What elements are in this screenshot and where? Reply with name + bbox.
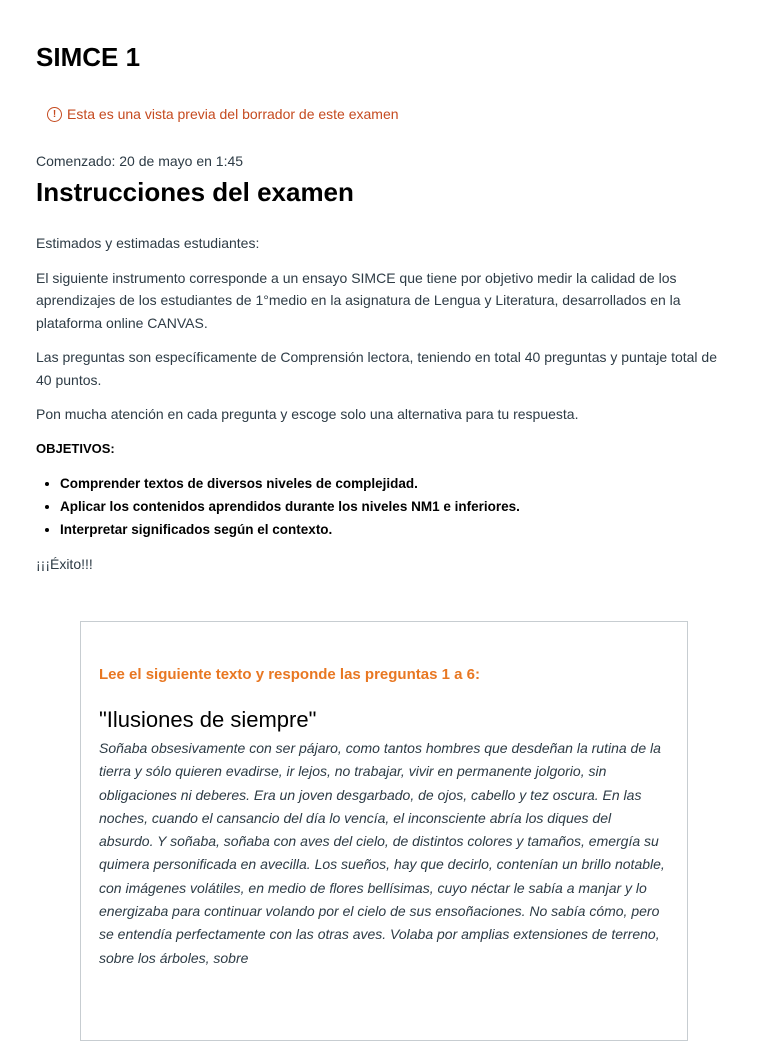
instructions-paragraph: Pon mucha atención en cada pregunta y escoge solo una alternativa para tu respuesta. (36, 406, 579, 422)
passage-text: Soñaba obsesivamente con ser pájaro, como tantos hombres que desdeñan la rutina de la tierra y sólo quieren evadirse, ir lejos, no trabajar, vivir en permanente jolgorio, sin obligaciones ni deberes. Era un joven desgarbado, de ojos, cabello y tez oscura. En las noches, cuando el cansancio del día lo vencía, el inconsciente abría los diques del absurdo. Y soñaba, soñaba con aves del cielo, de distintos colores y tamaños, emergía su quimera personificada en avecilla. Los sueños, hay que decirlo, contenían un brillo notable, con imágenes volátiles, en medio de flores bellísimas, cuyo néctar le sabía a manjar y lo energizaba para continuar volando por el cielo de sus ensoñaciones. No sabía cómo, pero se entendía perfectamente con las otras aves. Volaba por amplias extensiones de terreno, sobre los árboles, sobre (99, 740, 665, 966)
objective-item: • Comprender textos de diversos niveles de complejidad. (60, 472, 736, 495)
instructions-paragraph: Las preguntas son específicamente de Comprensión lectora, teniendo en total 40 preguntas y puntaje total de 40 puntos. (36, 349, 718, 388)
passage-title: "Ilusiones de siempre" (99, 707, 317, 732)
objectives-list (36, 472, 736, 541)
instructions-body (36, 232, 736, 588)
instructions-paragraph: El siguiente instrumento corresponde a un ensayo SIMCE que tiene por objetivo medir la calidad de los aprendizajes de los estudiantes de 1°medio en la asignatura de Lengua y Literatura, desarrollados en la plataforma online CANVAS. (36, 269, 681, 331)
objective-item: • Aplicar los contenidos aprendidos durante los niveles NM1 e inferiores. (60, 495, 736, 518)
quiz-title: SIMCE 1 (36, 42, 141, 72)
objectives-heading: OBJETIVOS: (36, 440, 115, 456)
objective-item: • Interpretar significados según el contexto. (60, 518, 736, 541)
closing-message: ¡¡¡Éxito!!! (36, 556, 93, 572)
started-timestamp: Comenzado: 20 de mayo en 1:45 (36, 153, 244, 169)
instructions-heading: Instrucciones del examen (36, 177, 354, 207)
greeting: Estimados y estimadas estudiantes: (36, 235, 260, 251)
preview-notice-text: Esta es una vista previa del borrador de este examen (67, 106, 399, 122)
reading-passage-box (80, 621, 688, 1041)
reading-prompt: Lee el siguiente texto y responde las preguntas 1 a 6: (99, 666, 480, 683)
preview-notice (47, 104, 399, 124)
warning-circle-icon: ! (47, 107, 62, 122)
